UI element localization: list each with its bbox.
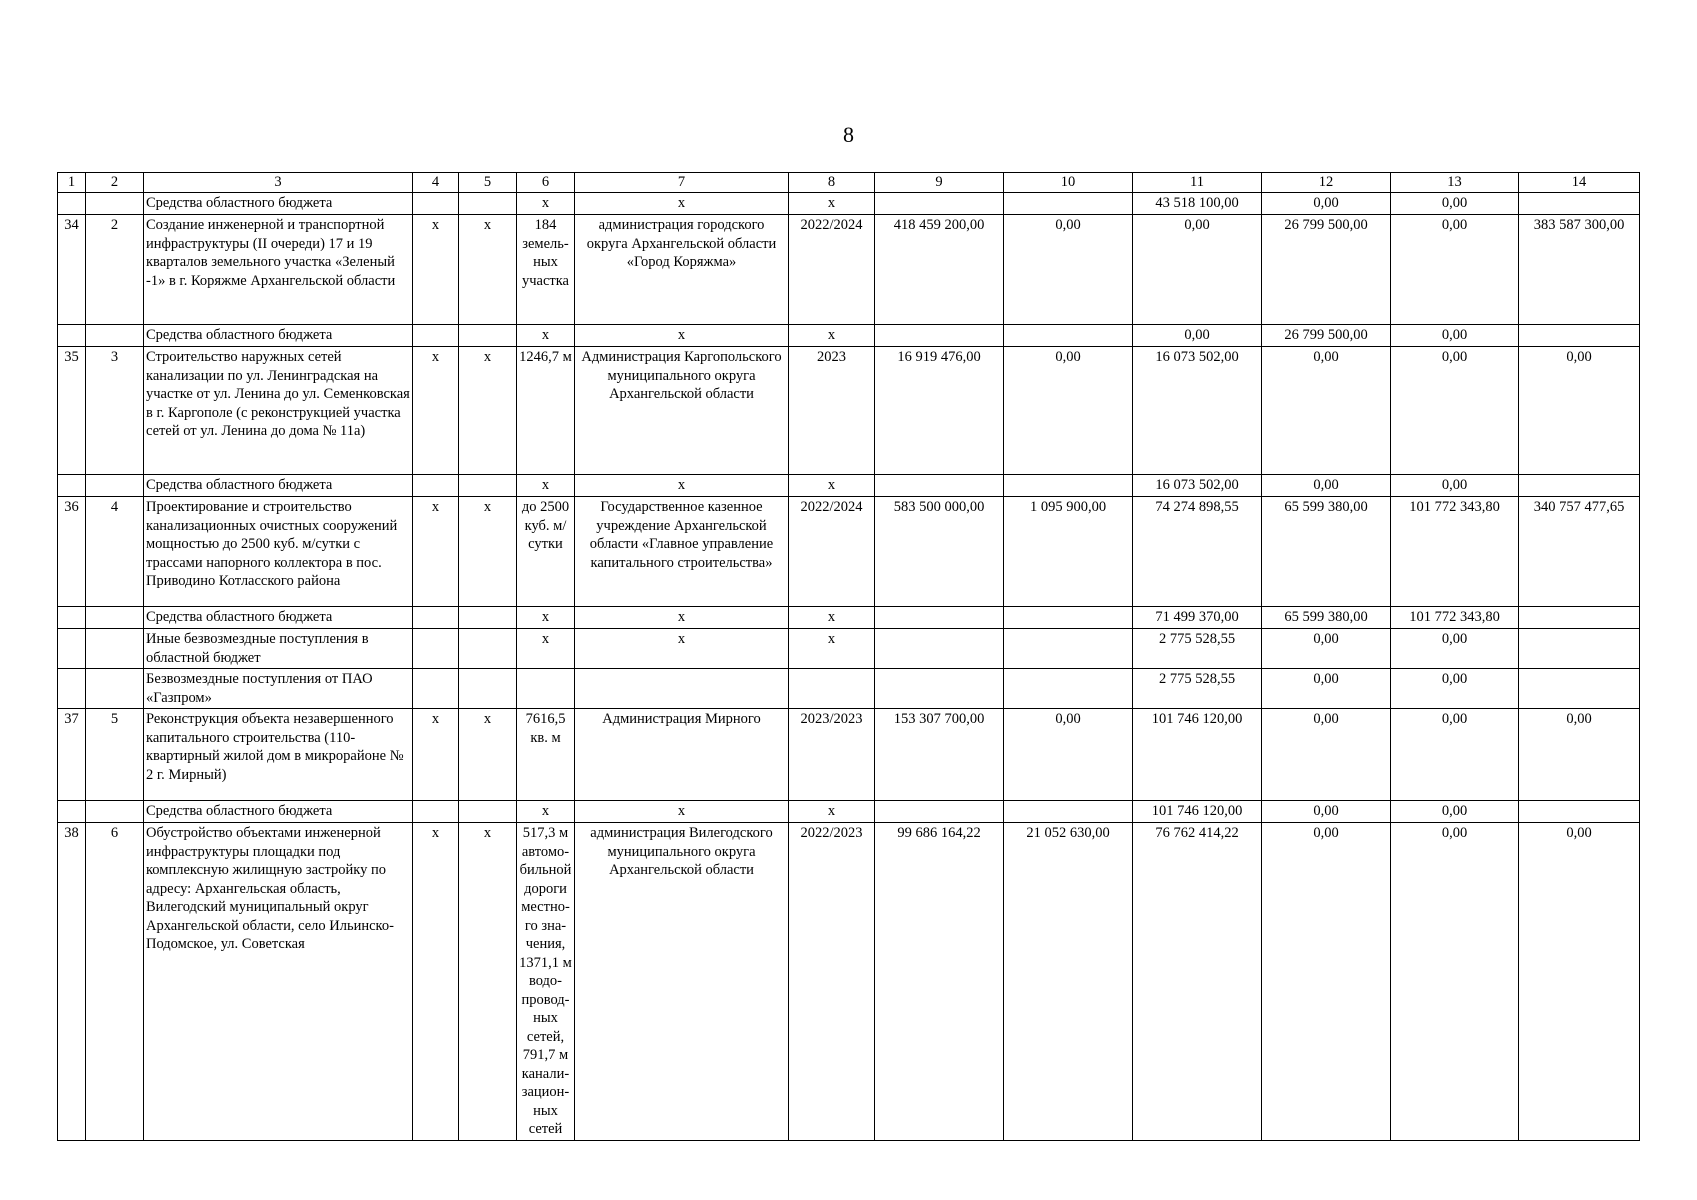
table-cell: 340 757 477,65: [1519, 497, 1640, 607]
table-cell: х: [789, 193, 875, 215]
table-cell: 99 686 164,22: [875, 823, 1004, 1141]
table-cell: 3: [86, 347, 144, 475]
table-cell: х: [459, 215, 517, 325]
table-cell: 0,00: [1519, 823, 1640, 1141]
table-cell: [413, 325, 459, 347]
table-cell: 0,00: [1391, 347, 1519, 475]
table-cell: Средства областного бюджета: [144, 607, 413, 629]
table-cell: х: [413, 347, 459, 475]
table-cell: х: [575, 193, 789, 215]
table-cell: х: [459, 709, 517, 801]
column-header: 2: [86, 173, 144, 193]
table-row: [58, 801, 1640, 823]
table-row: [58, 607, 1640, 629]
column-header: 5: [459, 173, 517, 193]
table-cell: 101 772 343,80: [1391, 607, 1519, 629]
column-header: 6: [517, 173, 575, 193]
table-cell: 0,00: [1391, 629, 1519, 669]
table-cell: Администрация Каргопольского муниципального округа Архангельской области: [575, 347, 789, 475]
table-cell: Безвозмездные поступления от ПАО «Газпром»: [144, 669, 413, 709]
table-cell: х: [459, 823, 517, 1141]
table-cell: Средства областного бюджета: [144, 325, 413, 347]
table-cell: 0,00: [1262, 475, 1391, 497]
table-cell: [86, 193, 144, 215]
table-cell: 0,00: [1519, 709, 1640, 801]
table-cell: 418 459 200,00: [875, 215, 1004, 325]
table-cell: Проектирование и строительство канализационных очистных сооружений мощностью до 2500 куб. м/сутки с трассами напорного коллектора в пос. Приводино Котласского района: [144, 497, 413, 607]
table-cell: 38: [58, 823, 86, 1141]
table-cell: х: [517, 325, 575, 347]
table-row: [58, 629, 1640, 669]
table-row: [58, 709, 1640, 801]
table-cell: 7616,5 кв. м: [517, 709, 575, 801]
table-cell: 65 599 380,00: [1262, 607, 1391, 629]
table-cell: 0,00: [1262, 193, 1391, 215]
column-header: 12: [1262, 173, 1391, 193]
table-cell: [459, 325, 517, 347]
table-cell: [459, 801, 517, 823]
table-cell: Строительство наружных сетей канализации по ул. Ленинградская на участке от ул. Ленина до ул. Семенковская в г. Каргополе (с реконструкцией участка сетей от ул. Ленина до дома № 11а): [144, 347, 413, 475]
table-cell: Государственное казенное учреждение Архангельской области «Главное управление капитального строительства»: [575, 497, 789, 607]
table-cell: 37: [58, 709, 86, 801]
column-header: 9: [875, 173, 1004, 193]
table-cell: [413, 629, 459, 669]
table-cell: х: [413, 215, 459, 325]
table-cell: 0,00: [1391, 823, 1519, 1141]
table-cell: 2 775 528,55: [1133, 629, 1262, 669]
table-cell: х: [789, 629, 875, 669]
table-cell: Иные безвозмездные поступления в областной бюджет: [144, 629, 413, 669]
table-cell: [459, 475, 517, 497]
table-cell: [1519, 193, 1640, 215]
table-cell: [875, 607, 1004, 629]
table-cell: [86, 669, 144, 709]
table-cell: [459, 629, 517, 669]
table-cell: 0,00: [1262, 669, 1391, 709]
table-cell: 0,00: [1133, 325, 1262, 347]
table-cell: 74 274 898,55: [1133, 497, 1262, 607]
table-cell: 26 799 500,00: [1262, 325, 1391, 347]
table-cell: Обустройство объектами инженерной инфраструктуры площадки под комплексную жилищную застройку по адресу: Архангельская область, Вилегодский муниципальный округ Архангельской области, село Ильинско-Подомское, ул. Советская: [144, 823, 413, 1141]
table-cell: [1004, 669, 1133, 709]
table-row: [58, 669, 1640, 709]
table-cell: х: [575, 325, 789, 347]
table-cell: 43 518 100,00: [1133, 193, 1262, 215]
table-cell: [1004, 801, 1133, 823]
table-cell: 26 799 500,00: [1262, 215, 1391, 325]
table-cell: 34: [58, 215, 86, 325]
table-cell: 383 587 300,00: [1519, 215, 1640, 325]
table-cell: [875, 325, 1004, 347]
table-cell: [413, 475, 459, 497]
column-header: 13: [1391, 173, 1519, 193]
table-cell: [1519, 669, 1640, 709]
table-cell: [1519, 801, 1640, 823]
table-cell: [413, 801, 459, 823]
table-cell: х: [413, 497, 459, 607]
table-cell: 0,00: [1004, 347, 1133, 475]
table-cell: х: [517, 629, 575, 669]
table-cell: х: [517, 801, 575, 823]
table-cell: Средства областного бюджета: [144, 193, 413, 215]
table-cell: 6: [86, 823, 144, 1141]
table-cell: 0,00: [1262, 709, 1391, 801]
table-cell: [86, 475, 144, 497]
table-cell: 0,00: [1262, 823, 1391, 1141]
table-cell: Создание инженерной и транспортной инфраструктуры (II очереди) 17 и 19 кварталов земельного участка «Зеленый -1» в г. Коряжме Архангельской области: [144, 215, 413, 325]
table-cell: до 2500 куб. м/ сутки: [517, 497, 575, 607]
table-row: [58, 823, 1640, 1141]
table-cell: [459, 193, 517, 215]
table-cell: [58, 325, 86, 347]
table-row: [58, 347, 1640, 475]
table-cell: [413, 193, 459, 215]
table-cell: [1519, 475, 1640, 497]
table-cell: х: [789, 475, 875, 497]
table-cell: 0,00: [1519, 347, 1640, 475]
table-cell: 0,00: [1391, 709, 1519, 801]
table-cell: [875, 193, 1004, 215]
table-cell: [1519, 607, 1640, 629]
table-row: [58, 193, 1640, 215]
table-cell: 0,00: [1262, 347, 1391, 475]
table-cell: х: [789, 801, 875, 823]
table-cell: 2: [86, 215, 144, 325]
table-cell: [58, 801, 86, 823]
table-cell: 2 775 528,55: [1133, 669, 1262, 709]
table-cell: [517, 669, 575, 709]
table-cell: 2022/2024: [789, 497, 875, 607]
table-cell: [58, 475, 86, 497]
table-cell: [58, 629, 86, 669]
table-cell: 0,00: [1262, 801, 1391, 823]
table-cell: [86, 629, 144, 669]
table-cell: х: [789, 325, 875, 347]
table-cell: 36: [58, 497, 86, 607]
table-cell: [1519, 629, 1640, 669]
table-cell: 16 073 502,00: [1133, 347, 1262, 475]
table-cell: [58, 669, 86, 709]
table-cell: х: [459, 347, 517, 475]
table-cell: [86, 325, 144, 347]
table-cell: [1004, 325, 1133, 347]
table-cell: [875, 475, 1004, 497]
table-cell: Средства областного бюджета: [144, 475, 413, 497]
table-cell: [875, 629, 1004, 669]
table-cell: 101 746 120,00: [1133, 801, 1262, 823]
table-cell: 0,00: [1391, 801, 1519, 823]
table-cell: [413, 607, 459, 629]
table-cell: 101 746 120,00: [1133, 709, 1262, 801]
table-cell: [459, 669, 517, 709]
table-cell: 2022/2023: [789, 823, 875, 1141]
table-cell: [875, 669, 1004, 709]
table-cell: 16 919 476,00: [875, 347, 1004, 475]
table-cell: [459, 607, 517, 629]
table-cell: х: [413, 709, 459, 801]
table-cell: 583 500 000,00: [875, 497, 1004, 607]
table-cell: администрация Вилегодского муниципального округа Архангельской области: [575, 823, 789, 1141]
table-row: [58, 325, 1640, 347]
table-cell: х: [517, 193, 575, 215]
column-header: 10: [1004, 173, 1133, 193]
table-cell: Администрация Мирного: [575, 709, 789, 801]
table-row: [58, 475, 1640, 497]
table-cell: 0,00: [1133, 215, 1262, 325]
table-cell: [789, 669, 875, 709]
table-row: [58, 215, 1640, 325]
page-number: 8: [843, 122, 854, 147]
table-cell: 16 073 502,00: [1133, 475, 1262, 497]
table-cell: [1519, 325, 1640, 347]
table-cell: 35: [58, 347, 86, 475]
table-cell: 0,00: [1262, 629, 1391, 669]
table-cell: 1 095 900,00: [1004, 497, 1133, 607]
table-cell: 5: [86, 709, 144, 801]
table-cell: 101 772 343,80: [1391, 497, 1519, 607]
table-cell: [875, 801, 1004, 823]
table-cell: 0,00: [1391, 475, 1519, 497]
table-cell: 2023: [789, 347, 875, 475]
table-cell: х: [517, 475, 575, 497]
table-cell: х: [517, 607, 575, 629]
table-row: [58, 497, 1640, 607]
table-cell: х: [575, 607, 789, 629]
table-cell: [58, 193, 86, 215]
table-cell: Реконструкция объекта незавершенного капитального строительства (110-квартирный жилой дом в микрорайоне № 2 г. Мирный): [144, 709, 413, 801]
table-cell: администрация городского округа Архангельской области «Город Коряжма»: [575, 215, 789, 325]
column-header: 3: [144, 173, 413, 193]
table-cell: 2022/2024: [789, 215, 875, 325]
table-cell: 0,00: [1004, 215, 1133, 325]
budget-table: [57, 172, 1640, 1141]
table-cell: [575, 669, 789, 709]
table-cell: 4: [86, 497, 144, 607]
table-cell: 71 499 370,00: [1133, 607, 1262, 629]
table-cell: 76 762 414,22: [1133, 823, 1262, 1141]
column-header: 1: [58, 173, 86, 193]
column-header: 8: [789, 173, 875, 193]
table-cell: 517,3 м автомо-бильной дороги местно-го зна-чения, 1371,1 м водо-провод-ных сетей, 791,7 м канали-зацион-ных сетей: [517, 823, 575, 1141]
table-cell: [1004, 193, 1133, 215]
table-cell: 65 599 380,00: [1262, 497, 1391, 607]
column-header: 4: [413, 173, 459, 193]
table-cell: х: [575, 629, 789, 669]
header-row: [58, 173, 1640, 193]
table-cell: [58, 607, 86, 629]
table-cell: Средства областного бюджета: [144, 801, 413, 823]
column-header: 7: [575, 173, 789, 193]
table-cell: [1004, 475, 1133, 497]
table-cell: х: [575, 475, 789, 497]
table-cell: 153 307 700,00: [875, 709, 1004, 801]
column-header: 11: [1133, 173, 1262, 193]
table-cell: х: [789, 607, 875, 629]
table-cell: 0,00: [1391, 215, 1519, 325]
column-header: 14: [1519, 173, 1640, 193]
table-cell: х: [459, 497, 517, 607]
table-cell: 184 земель-ных участка: [517, 215, 575, 325]
table-cell: [86, 801, 144, 823]
table-cell: 0,00: [1391, 669, 1519, 709]
table-cell: 0,00: [1391, 193, 1519, 215]
table-cell: х: [413, 823, 459, 1141]
table-cell: 1246,7 м: [517, 347, 575, 475]
table-cell: [86, 607, 144, 629]
table-cell: [413, 669, 459, 709]
table-cell: 0,00: [1391, 325, 1519, 347]
table-cell: 2023/2023: [789, 709, 875, 801]
table-cell: 21 052 630,00: [1004, 823, 1133, 1141]
table-cell: 0,00: [1004, 709, 1133, 801]
table-cell: [1004, 607, 1133, 629]
table-cell: [1004, 629, 1133, 669]
table-cell: х: [575, 801, 789, 823]
